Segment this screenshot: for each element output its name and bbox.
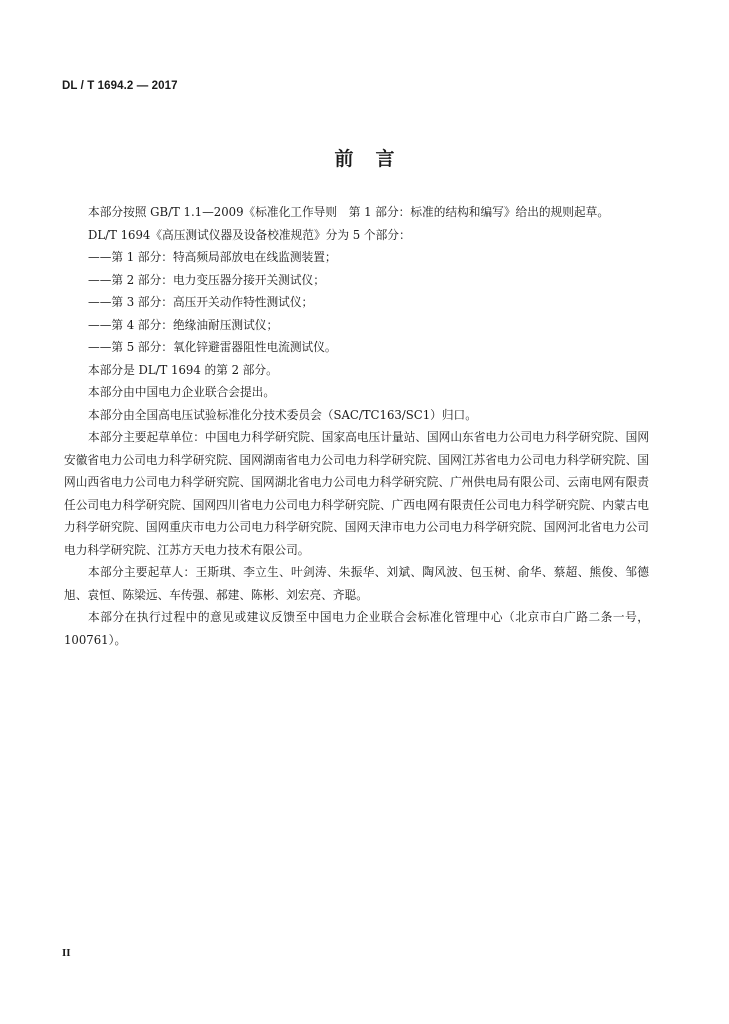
paragraph-parts-intro: DL/T 1694《高压测试仪器及设备校准规范》分为 5 个部分： — [88, 227, 411, 242]
foreword-body — [64, 201, 649, 651]
paragraph-administrator: 本部分由全国高电压试验标准化分技术委员会（SAC/TC163/SC1）归口。 — [88, 407, 477, 422]
paragraph-drafting-rules: 本部分按照 GB/T 1.1—2009《标准化工作导则 第 1 部分：标准的结构和编写》给出的规则起草。 — [88, 205, 610, 219]
list-item-part-5: ——第 5 部分：氧化锌避雷器阻性电流测试仪。 — [88, 340, 337, 354]
paragraph-feedback: 本部分在执行过程中的意见或建议反馈至中国电力企业联合会标准化管理中心（北京市白广路二条一号，100761）。 — [64, 610, 649, 647]
section-title: 前言 — [334, 148, 417, 170]
list-item-part-2: ——第 2 部分：电力变压器分接开关测试仪； — [88, 272, 325, 287]
paragraph-drafters: 本部分主要起草人：王斯琪、李立生、叶剑涛、朱振华、刘斌、陶风波、包玉树、俞华、蔡超、熊俊、邹德旭、袁恒、陈梁远、车传强、郝建、陈彬、刘宏亮、齐聪。 — [64, 565, 649, 602]
paragraph-proposer: 本部分由中国电力企业联合会提出。 — [88, 385, 276, 399]
list-item-part-4: ——第 4 部分：绝缘油耐压测试仪； — [88, 317, 279, 332]
list-item-part-3: ——第 3 部分：高压开关动作特性测试仪； — [88, 295, 314, 309]
paragraph-drafting-units: 本部分主要起草单位：中国电力科学研究院、国家高电压计量站、国网山东省电力公司电力科学研究院、国网安徽省电力公司电力科学研究院、国网湖南省电力公司电力科学研究院、国网江苏省电力公司电力科学研究院、国网山西省电力公司电力科学研究院、国网湖北省电力公司电力科学研究院、广州供电局有限公司、云南电网有限责任公司电力科学研究院、国网四川省电力公司电力科学研究院、广西电网有限责任公司电力科学研究院、内蒙古电力科学研究院、国网重庆市电力公司电力科学研究院、国网天津市电力公司电力科学研究院、国网河北省电力公司电力科学研究院、江苏方天电力技术有限公司。 — [64, 430, 650, 557]
document-code-header: DL / T 1694.2 — 2017 — [62, 80, 178, 92]
list-item-part-1: ——第 1 部分：特高频局部放电在线监测装置； — [88, 250, 337, 264]
page-number: II — [62, 947, 71, 959]
paragraph-part-number: 本部分是 DL/T 1694 的第 2 部分。 — [88, 362, 278, 377]
